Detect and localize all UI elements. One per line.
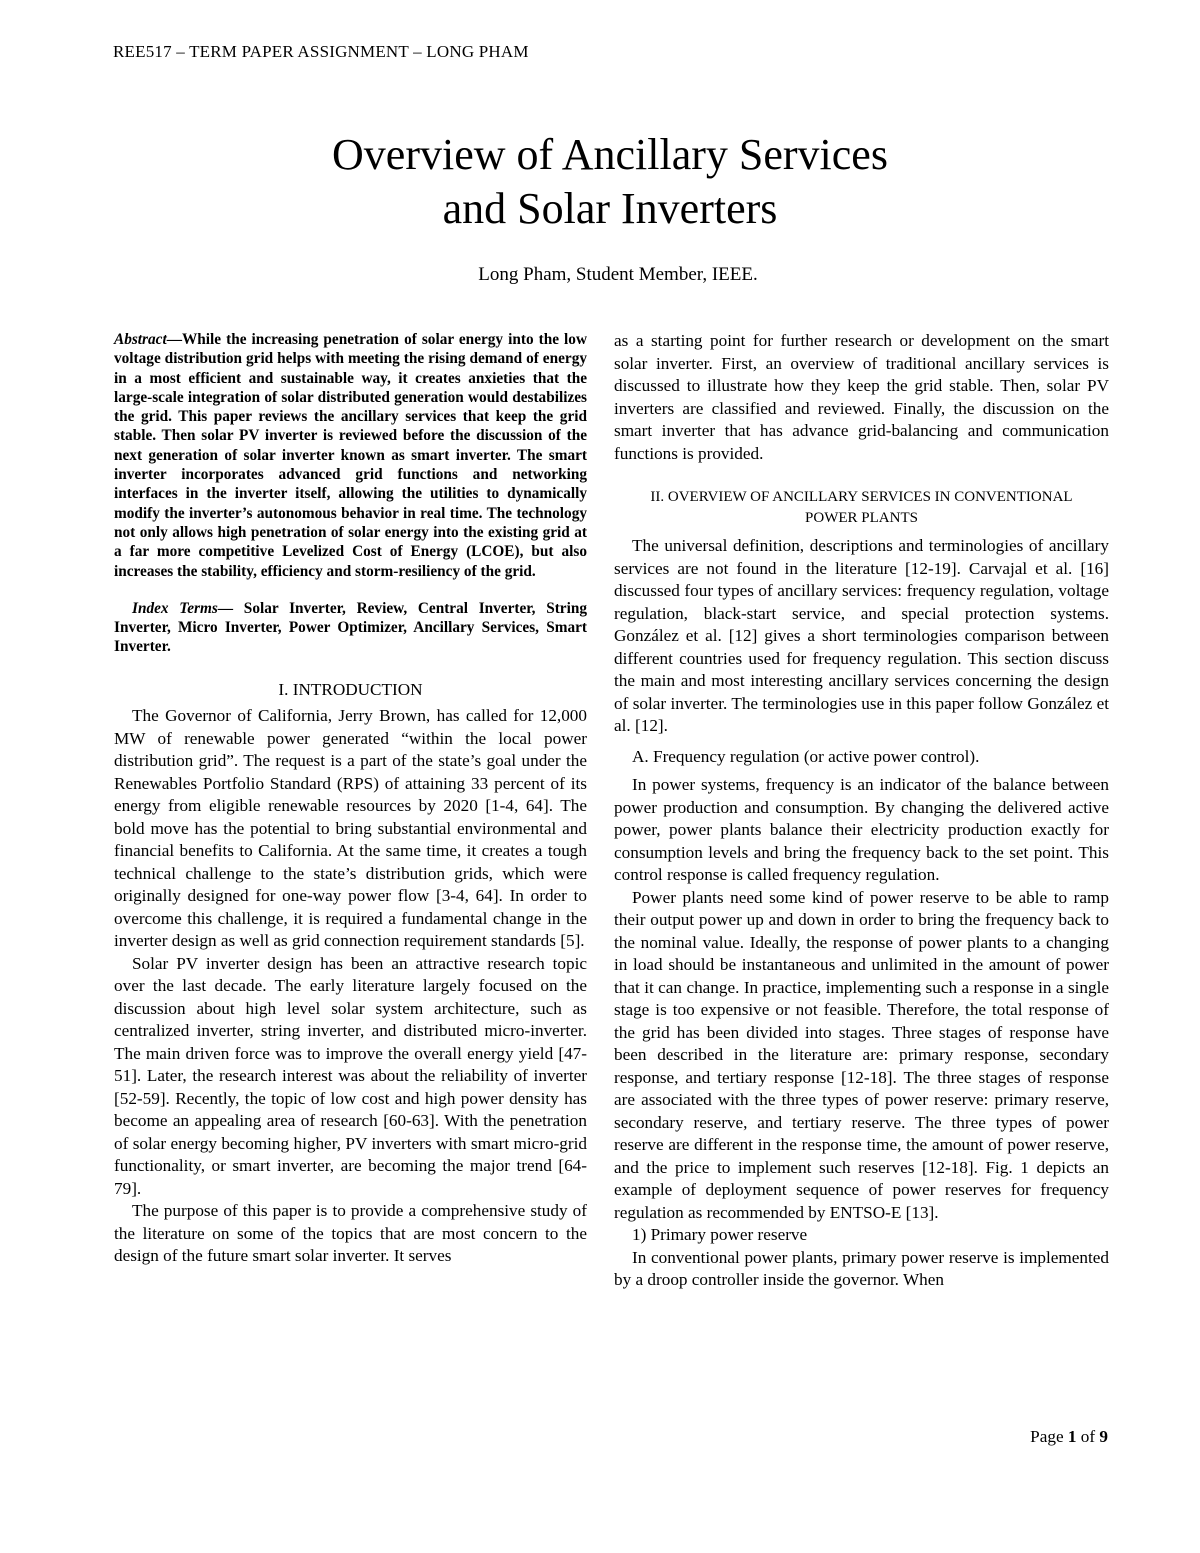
abstract-body: —While the increasing penetration of solar energy into the low voltage distribution grid helps with meeting the rising demand of energy in a most efficient and sustainable way, it creates anxieties that the large-scale integration of solar distributed generation would destabilizes the grid. This paper reviews the ancillary services that keep the grid stable. Then solar PV inverter is reviewed before the discussion of the next generation of solar inverter known as smart inverter. The smart inverter incorporates advanced grid functions and networking interfaces in the inverter itself, allowing the utilities to dynamically modify the inverter’s autonomous behavior in real time. The technology not only allows high penetration of solar energy into the existing grid at a far more competitive Levelized Cost of Energy (LCOE), but also increases the stability, efficiency and storm-resiliency of the grid.	[114, 331, 587, 580]
intro-paragraph-3-continued: as a starting point for further research or development on the smart solar inverter. First, an overview of traditional ancillary services is discussed to illustrate how they keep the grid stable. Then, solar PV inverters are classified and reviewed. Finally, the discussion on the smart inverter that has advance grid-balancing and communication functions is provided.	[614, 331, 1109, 463]
intro-paragraph-1: The Governor of California, Jerry Brown, has called for 12,000 MW of renewable power generated “within the local power distribution grid”. The request is a part of the state’s goal under the Renewables Portfolio Standard (RPS) of attaining 33 percent of its energy from eligible renewable resources by 2020 [1-4, 64]. The bold move has the potential to bring substantial environmental and financial benefits to California. At the same time, it creates a tough technical challenge to the state’s distribution grids, which were originally designed for one-way power flow [3-4, 64]. In order to overcome this challenge, it is required a fundamental change in the inverter design as well as grid connection requirement standards [5].	[114, 706, 587, 951]
subsection-a-heading: A. Frequency regulation (or active power control).	[632, 746, 980, 766]
abstract-lead: Abstract	[114, 331, 167, 348]
subsection-a-paragraph-2: Power plants need some kind of power reserve to be able to ramp their output power up and down in order to bring the frequency back to the nominal value. Ideally, the response of power plants to a changing in load should be instantaneous and unlimited in the amount of power that it can change. In practice, implementing such a response in a single stage is too expensive or not feasible. Therefore, the total response of the grid has been divided into stages. Three stages of response have been described in the literature are: primary response, secondary response, and tertiary response [12-18]. The three stages of response are associated with the three types of power reserve: primary reserve, secondary reserve, and tertiary reserve. The three types of power reserve are different in the response time, the amount of power reserve, and the price to implement such reserves [12-18]. Fig. 1 depicts an example of deployment sequence of power reserves for frequency regulation as recommended by ENTSO-E [13].	[614, 887, 1109, 1222]
intro-paragraph-3: The purpose of this paper is to provide a comprehensive study of the literature on some of the topics that are most concern to the design of the future smart solar inverter. It serves	[114, 1201, 587, 1266]
left-column	[114, 330, 587, 1268]
title-line-2: and Solar Inverters	[442, 184, 778, 233]
author-line: Long Pham, Student Member, IEEE.	[478, 264, 758, 285]
section-2-paragraph: The universal definition, descriptions and terminologies of ancillary services are not found in the literature [12-19]. Carvajal et al. [16] discussed four types of ancillary services: frequency regulation, voltage regulation, black-start service, and special protection systems. González et al. [12] gives a short terminologies comparison between different countries used for frequency regulation. This section discuss the main and most interesting ancillary services concerning the design of solar inverter. The terminologies use in this paper follow González et al. [12].	[614, 536, 1109, 735]
section-1-heading: I. INTRODUCTION	[278, 679, 423, 699]
intro-paragraph-2: Solar PV inverter design has been an attractive research topic over the last decade. The early literature largely focused on the discussion about high level solar system architecture, such as centralized inverter, string inverter, and distributed micro-inverter. The main driven force was to improve the overall energy yield [47-51]. Later, the research interest was about the reliability of inverter [52-59]. Recently, the topic of low cost and high power density has become an appealing area of research [60-63]. With the penetration of solar energy becoming higher, PV inverters with smart micro-grid functionality, or smart inverter, are becoming the major trend [64-79].	[114, 953, 587, 1198]
total-pages: 9	[1099, 1427, 1108, 1446]
section-2-heading	[614, 487, 1109, 529]
primary-reserve-paragraph: In conventional power plants, primary power reserve is implemented by a droop controller inside the governor. When	[614, 1247, 1109, 1289]
abstract	[114, 330, 587, 581]
page-prefix: Page	[1030, 1427, 1068, 1446]
index-terms-lead: Index Terms	[132, 599, 218, 617]
page-number	[1030, 1427, 1108, 1447]
paper-title	[250, 128, 970, 236]
index-terms-body: — Solar Inverter, Review, Central Inverter, String Inverter, Micro Inverter, Power Optimizer, Ancillary Services, Smart Inverter.	[114, 599, 587, 656]
title-line-1: Overview of Ancillary Services	[332, 130, 888, 179]
subsection-a-paragraph-1: In power systems, frequency is an indicator of the balance between power production and consumption. By changing the delivered active power, power plants balance their electricity production exactly for consumption levels and bring the frequency back to the set point. This control response is called frequency regulation.	[614, 775, 1109, 884]
current-page: 1	[1067, 1427, 1077, 1446]
section-2-heading-line-1: II. OVERVIEW OF ANCILLARY SERVICES IN CONVENTIONAL	[650, 489, 1073, 505]
primary-reserve-heading: 1) Primary power reserve	[632, 1225, 808, 1244]
section-2-heading-line-2: POWER PLANTS	[805, 510, 918, 526]
right-column	[614, 330, 1109, 1292]
running-header: REE517 – TERM PAPER ASSIGNMENT – LONG PHAM	[113, 42, 529, 61]
page-of: of	[1076, 1427, 1100, 1446]
index-terms	[114, 599, 587, 657]
